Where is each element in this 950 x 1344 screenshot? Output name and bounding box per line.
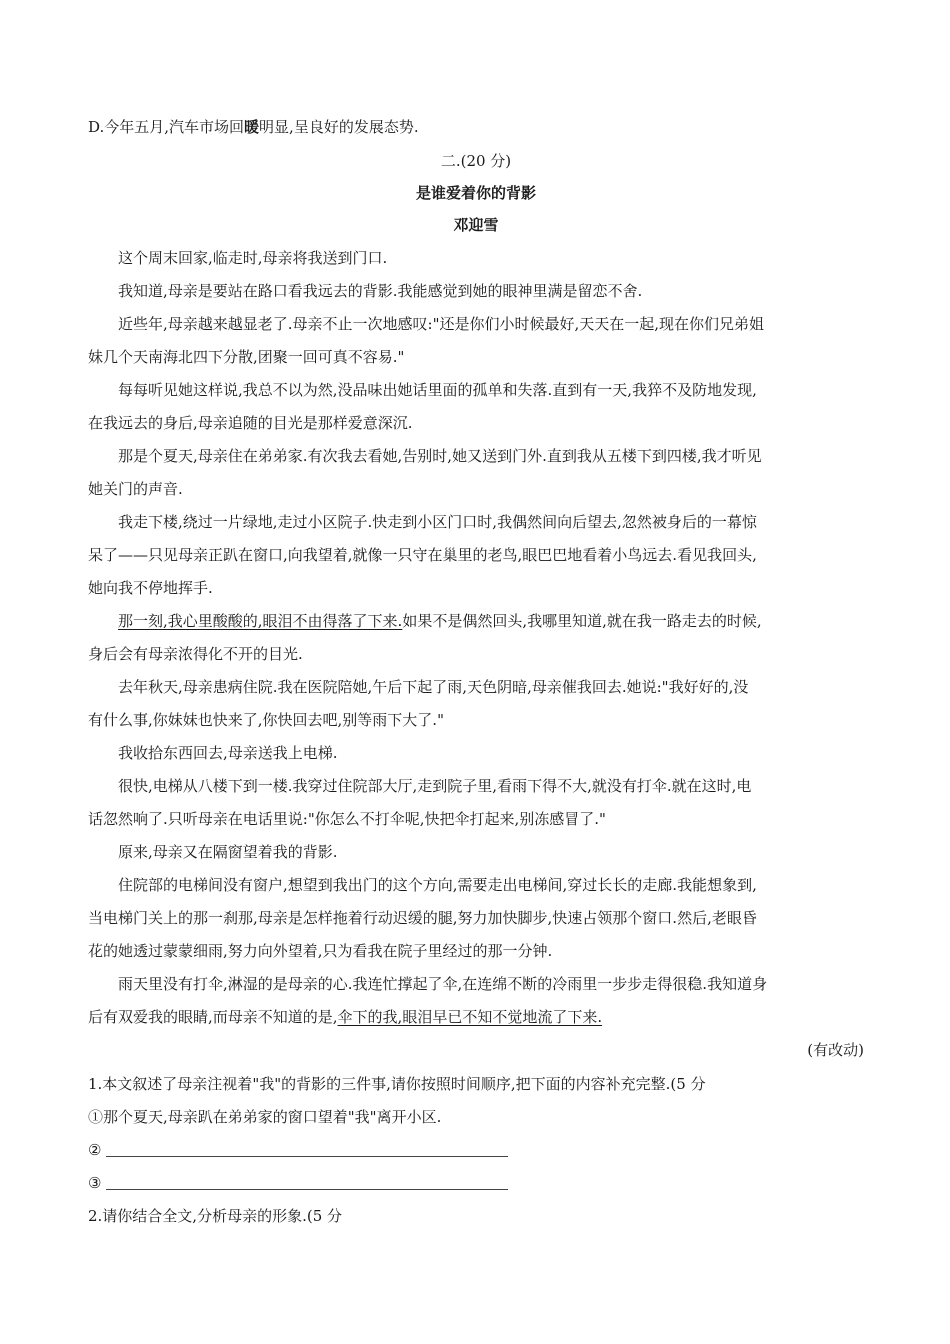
option-d-text: D.今年五月,汽车市场回 xyxy=(88,118,245,136)
paragraph-line: 身后会有母亲浓得化不开的目光. xyxy=(88,645,303,663)
paragraph-line: 每每听见她这样说,我总不以为然,没品味出她话里面的孤单和失落.直到有一天,我猝不及防地发现, xyxy=(118,381,757,399)
paragraph-line: 原来,母亲又在隔窗望着我的背影. xyxy=(118,843,338,861)
paragraph-line: 话忽然响了.只听母亲在电话里说:"你怎么不打伞呢,快把伞打起来,别冻感冒了." xyxy=(88,810,606,828)
paragraph-line xyxy=(88,1007,602,1027)
question-2: 2.请你结合全文,分析母亲的形象.(5 分 xyxy=(88,1207,343,1225)
paragraph-line: 这个周末回家,临走时,母亲将我送到门口. xyxy=(118,249,388,267)
option-d xyxy=(88,117,419,137)
article-author: 邓迎雪 xyxy=(453,216,499,234)
option-d-text-end: 明显,呈良好的发展态势. xyxy=(259,118,419,136)
question-1-item-3 xyxy=(88,1173,101,1193)
paragraph-line: 住院部的电梯间没有窗户,想望到我出门的这个方向,需要走出电梯间,穿过长长的走廊.我能想象到, xyxy=(118,876,757,894)
sentence-start: 后有双爱我的眼睛,而母亲不知道的是, xyxy=(88,1008,338,1026)
section-heading: 二.(20 分) xyxy=(440,152,512,170)
paragraph-line: 那是个夏天,母亲住在弟弟家.有次我去看她,告别时,她又送到门外.直到我从五楼下到四楼,我才听见 xyxy=(118,447,762,465)
paragraph-line: 我走下楼,绕过一片绿地,走过小区院子.快走到小区门口时,我偶然间向后望去,忽然被身后的一幕惊 xyxy=(118,513,757,531)
paragraph-line: 很快,电梯从八楼下到一楼.我穿过住院部大厅,走到院子里,看雨下得不大,就没有打伞.就在这时,电 xyxy=(118,777,752,795)
paragraph-line: 呆了——只见母亲正趴在窗口,向我望着,就像一只守在巢里的老鸟,眼巴巴地看着小鸟远去.看见我回头, xyxy=(88,546,757,564)
sentence-continuation: 如果不是偶然回头,我哪里知道,就在我一路走去的时候, xyxy=(402,612,762,630)
paragraph-line: 妹几个天南海北四下分散,团聚一回可真不容易." xyxy=(88,348,405,366)
item-2-label: ② xyxy=(88,1141,102,1159)
paragraph-line: 去年秋天,母亲患病住院.我在医院陪她,午后下起了雨,天色阴暗,母亲催我回去.她说:"我好好的,没 xyxy=(118,678,749,696)
paragraph-line: 当电梯门关上的那一刹那,母亲是怎样拖着行动迟缓的腿,努力加快脚步,快速占领那个窗口.然后,老眼昏 xyxy=(88,909,757,927)
paragraph-line: 她关门的声音. xyxy=(88,480,183,498)
paragraph-line: 我收拾东西回去,母亲送我上电梯. xyxy=(118,744,338,762)
paragraph-line: 雨天里没有打伞,淋湿的是母亲的心.我连忙撑起了伞,在连绵不断的冷雨里一步步走得很稳.我知道身 xyxy=(118,975,768,993)
paragraph-line: 有什么事,你妹妹也快来了,你快回去吧,别等雨下大了." xyxy=(88,711,444,729)
option-d-highlight: 暖 xyxy=(244,118,260,136)
question-1-item-1: ①那个夏天,母亲趴在弟弟家的窗口望着"我"离开小区. xyxy=(88,1108,442,1126)
underlined-sentence: 那一刻,我心里酸酸的,眼泪不由得落了下来. xyxy=(118,612,403,630)
paragraph-line: 近些年,母亲越来越显老了.母亲不止一次地感叹:"还是你们小时候最好,天天在一起,现在你们兄弟姐 xyxy=(118,315,765,333)
paragraph-line: 我知道,母亲是要站在路口看我远去的背影.我能感觉到她的眼神里满是留恋不舍. xyxy=(118,282,643,300)
question-1: 1.本文叙述了母亲注视着"我"的背影的三件事,请你按照时间顺序,把下面的内容补充完整.(5 分 xyxy=(88,1075,706,1093)
item-3-label: ③ xyxy=(88,1174,102,1192)
question-1-item-2 xyxy=(88,1140,101,1160)
article-title: 是谁爱着你的背影 xyxy=(415,184,536,202)
paragraph-line: 她向我不停地挥手. xyxy=(88,579,213,597)
paragraph-line: 花的她透过蒙蒙细雨,努力向外望着,只为看我在院子里经过的那一分钟. xyxy=(88,942,553,960)
revision-note: (有改动) xyxy=(807,1041,864,1059)
paragraph-line: 在我远去的身后,母亲追随的目光是那样爱意深沉. xyxy=(88,414,413,432)
underlined-sentence: 伞下的我,眼泪早已不知不觉地流了下来. xyxy=(337,1008,603,1026)
answer-blank-2[interactable] xyxy=(106,1156,508,1157)
answer-blank-3[interactable] xyxy=(106,1189,508,1190)
paragraph-line xyxy=(118,611,762,631)
